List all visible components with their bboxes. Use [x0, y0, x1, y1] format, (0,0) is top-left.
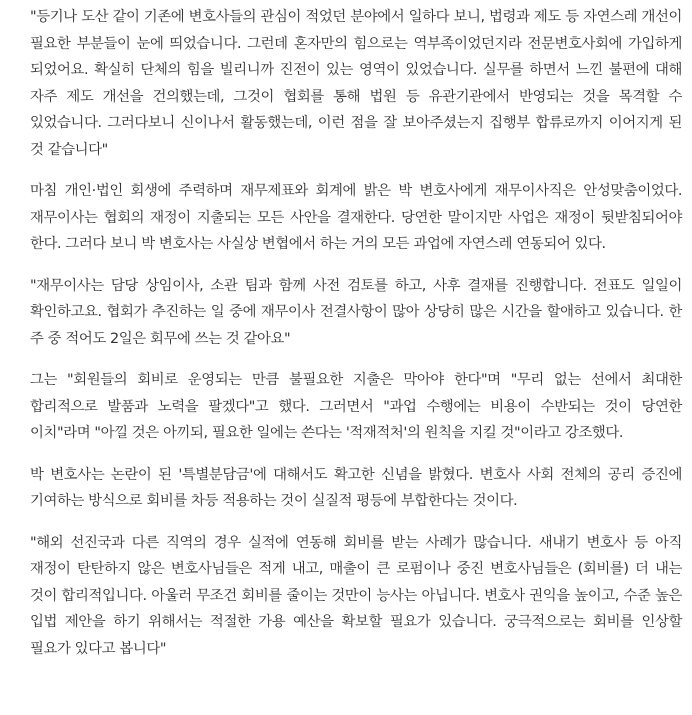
- paragraph-quote-join-reason: "등기나 도산 같이 기존에 변호사들의 관심이 적었던 분야에서 일하다 보니, 법령과 제도 등 자연스레 개선이 필요한 부분들이 눈에 띄었습니다. 그런데 혼자만의 힘으로는 역부족이었던지라 전문변호사회에 가입하게 되었어요. 확실히 단체의 힘을 빌리니까 진전이 있는 영역이 있었습니다. 실무를 하면서 느낀 불편에 대해 자주 제도 개선을 건의했는데, 그것이 협회를 통해 법원 등 유관기관에서 반영되는 것을 목격할 수 있었습니다. 그러다보니 신이나서 활동했는데, 이런 점을 잘 보아주셨는지 집행부 합류로까지 이어지게 된 것 같습니다": [30, 9, 682, 158]
- paragraph-quote-review-process: "재무이사는 담당 상임이사, 소관 팀과 함께 사전 검토를 하고, 사후 결재를 진행합니다. 전표도 일일이 확인하고요. 협회가 추진하는 일 중에 재무이사 전결사항이 많아 상당히 많은 시간을 할애하고 있습니다. 한 주 중 적어도 2일은 회무에 쓰는 것 같아요": [30, 277, 682, 347]
- paragraph-finance-director-role: 마침 개인·법인 회생에 주력하며 재무제표와 회계에 밝은 박 변호사에게 재무이사직은 안성맞춤이었다. 재무이사는 협회의 재정이 지출되는 모든 사안을 결재한다. 당연한 말이지만 사업은 재정이 뒷받침되어야 한다. 그러다 보니 박 변호사는 사실상 변협에서 하는 거의 모든 과업에 자연스레 연동되어 있다.: [30, 183, 682, 252]
- paragraph-spending-principle: 그는 "회원들의 회비로 운영되는 만큼 불필요한 지출은 막아야 한다"며 "무리 없는 선에서 최대한 합리적으로 발품과 노력을 팔겠다"고 했다. 그러면서 "과업 수행에는 비용이 수반되는 것이 당연한 이치"라며 "아낄 것은 아끼되, 필요한 일에는 쓴다는 '적재적처'의 원칙을 지킬 것"이라고 강조했다.: [30, 372, 682, 441]
- paragraph-special-contribution: 박 변호사는 논란이 된 '특별분담금'에 대해서도 확고한 신념을 밝혔다. 변호사 사회 전체의 공리 증진에 기여하는 방식으로 회비를 차등 적용하는 것이 실질적 평등에 부합한다는 것이다.: [30, 466, 682, 509]
- paragraph-quote-fee-policy: "해외 선진국과 다른 직역의 경우 실적에 연동해 회비를 받는 사례가 많습니다. 새내기 변호사 등 아직 재정이 탄탄하지 않은 변호사님들은 적게 내고, 매출이 큰 로펌이나 중진 변호사님들은 (회비를) 더 내는 것이 합리적입니다. 아울러 무조건 회비를 줄이는 것만이 능사는 아닙니다. 변호사 권익을 높이고, 수준 높은 입법 제안을 하기 위해서는 적절한 가용 예산을 확보할 필요가 있습니다. 궁극적으로는 회비를 인상할 필요가 있다고 봅니다": [30, 534, 682, 657]
